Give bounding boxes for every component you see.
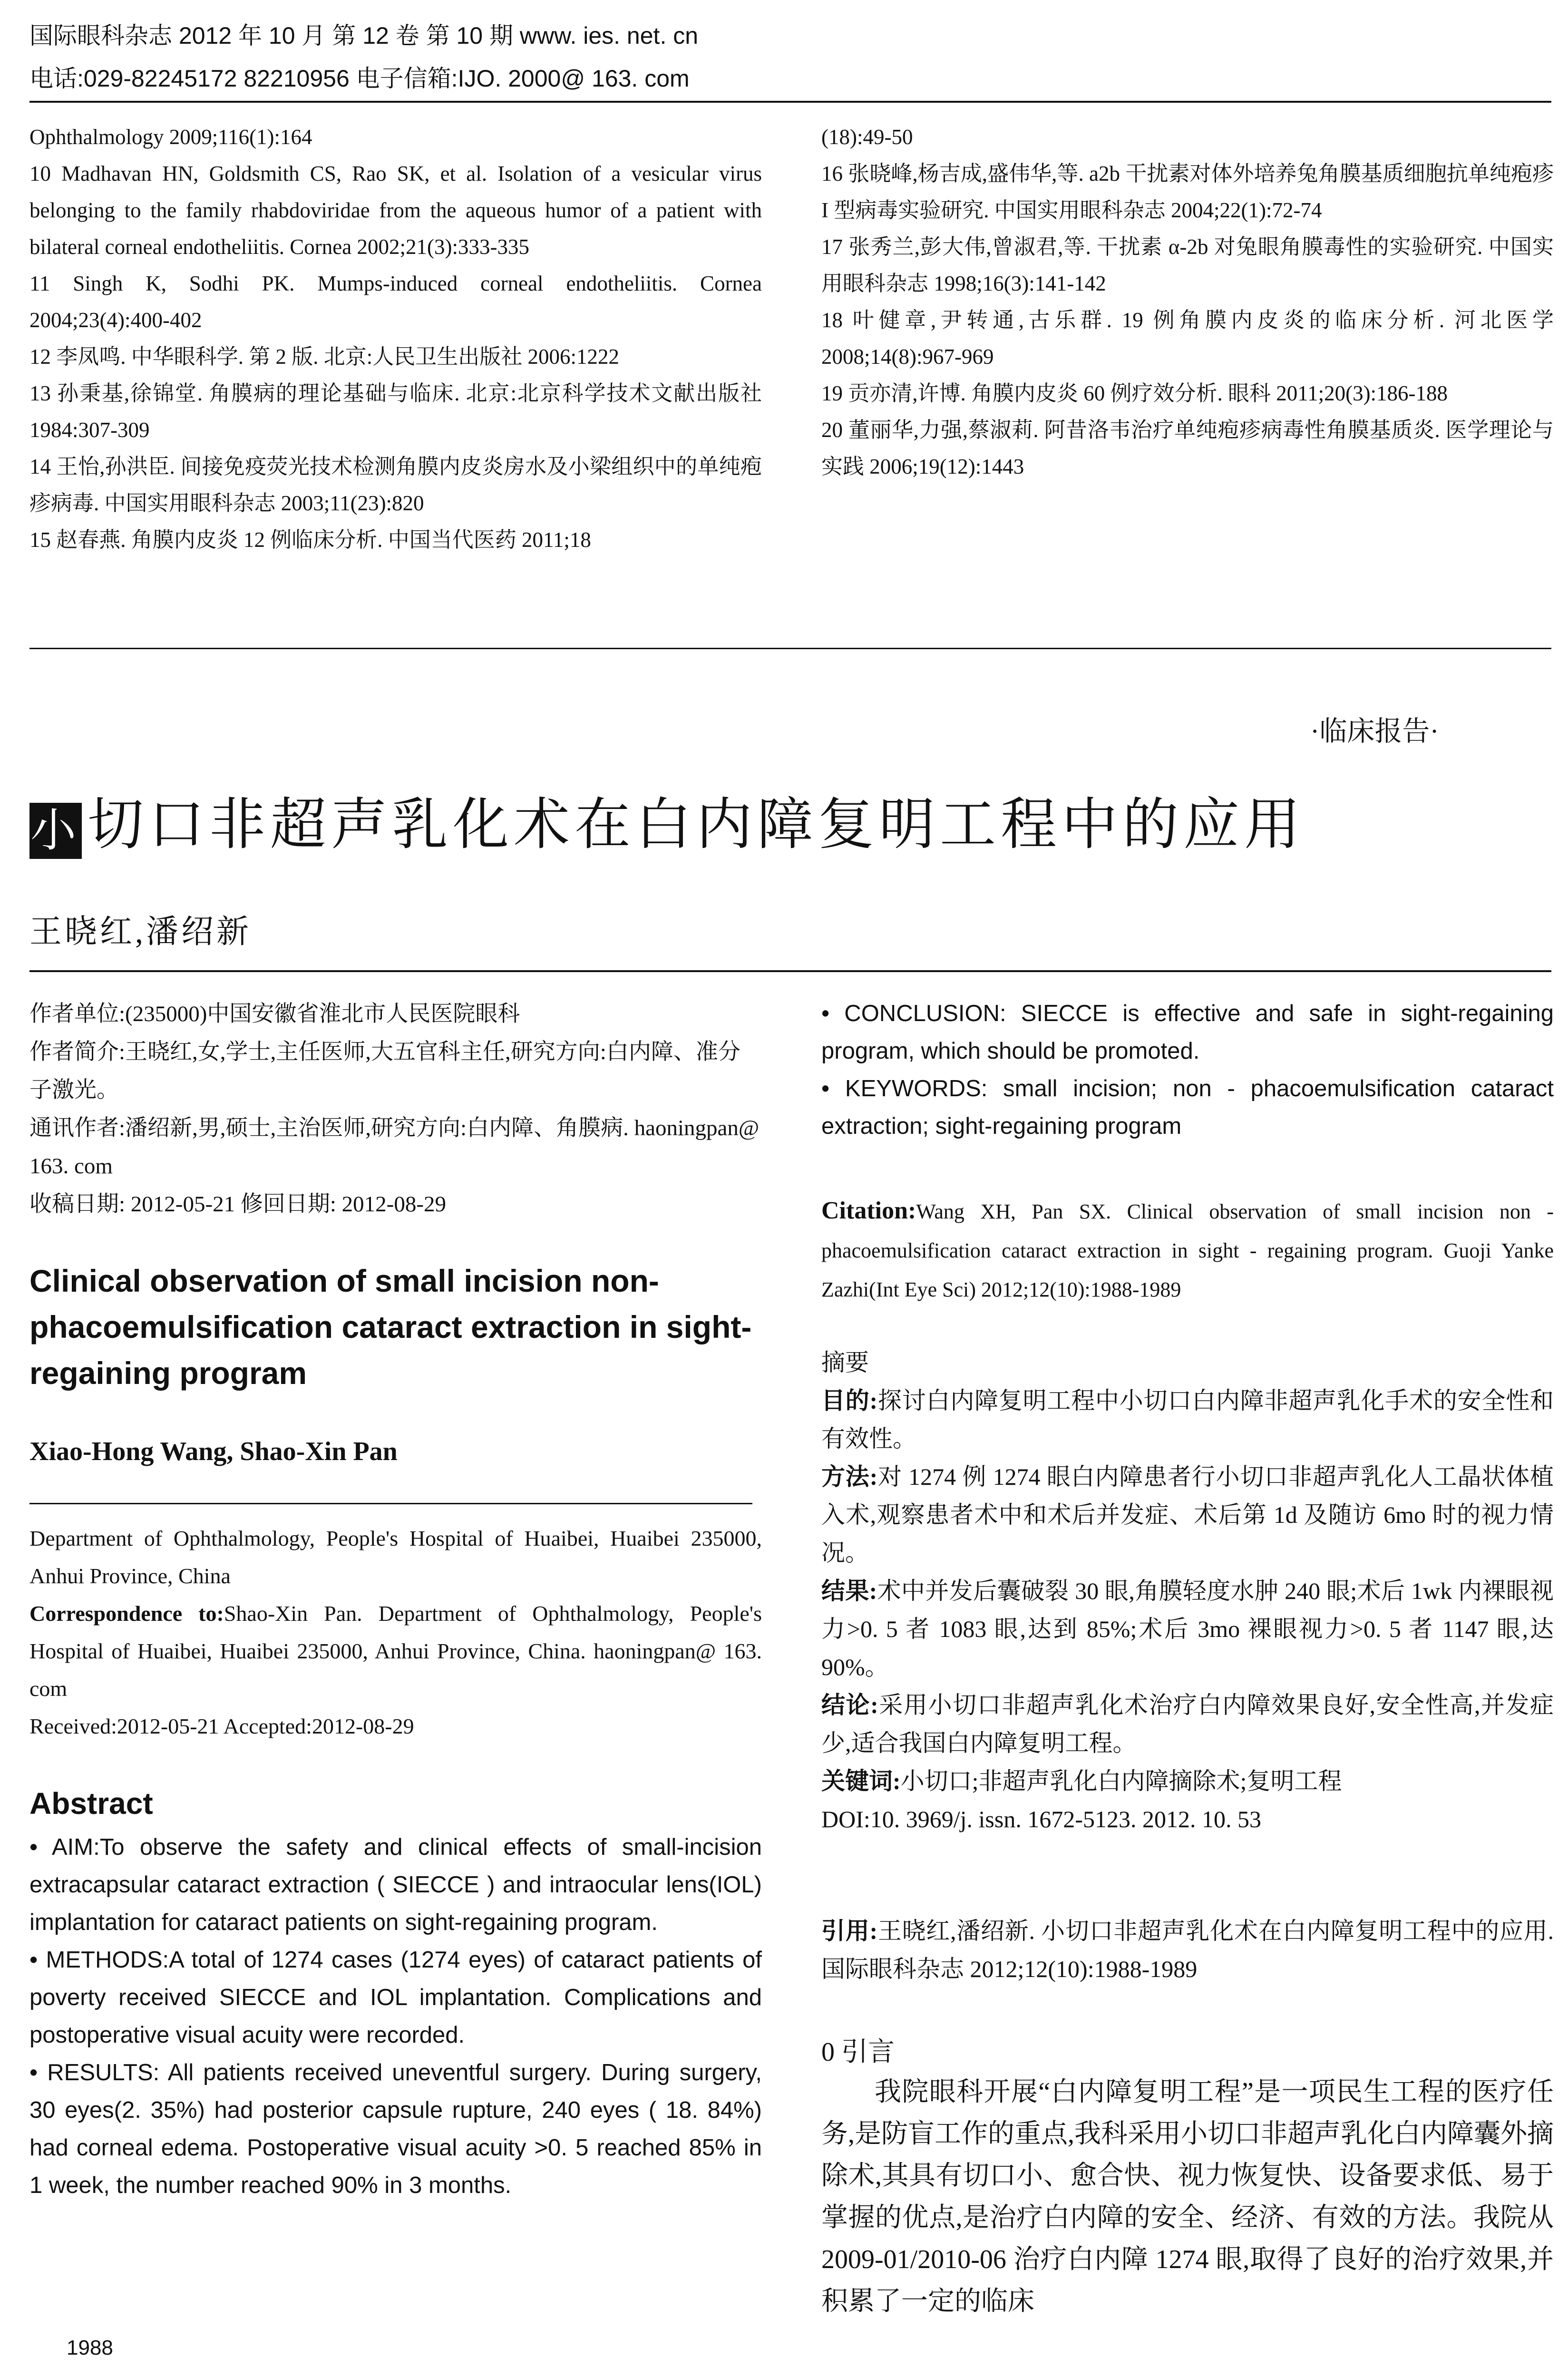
abstract-methods: • METHODS:A total of 1274 cases (1274 eyes) of cataract patients of poverty received SIECCE and IOL implantation. Complications and postoperative visual acuity were recorded.	[29, 1947, 762, 2048]
reference-item: 18 叶健章,尹转通,古乐群. 19 例角膜内皮炎的临床分析. 河北医学 2008;14(8):967-969	[821, 308, 1554, 369]
abstract-body-en	[29, 1829, 762, 2204]
reference-item: 16 张晓峰,杨吉成,盛伟华,等. a2b 干扰素对体外培养兔角膜基质细胞抗单纯疱疹 I 型病毒实验研究. 中国实用眼科杂志 2004;22(1):72-74	[821, 162, 1554, 222]
references-left-column	[29, 119, 762, 558]
citation-text-zh: 王晓红,潘绍新. 小切口非超声乳化术在白内障复明工程中的应用. 国际眼科杂志 2012;12(10):1988-1989	[821, 1918, 1554, 1982]
reference-item: 13 孙秉基,徐锦堂. 角膜病的理论基础与临床. 北京:北京科学技术文献出版社 1984:307-309	[29, 381, 762, 442]
abstract-aim: • AIM:To observe the safety and clinical effects of small-incision extracapsular cataract extraction ( SIECCE ) and intraocular lens(IOL) implantation for cataract patients on sight-regaining program.	[29, 1834, 762, 1935]
references-end-rule	[29, 648, 1551, 649]
abstract-conclusion: • CONCLUSION: SIECCE is effective and safe in sight-regaining program, which should be promoted.	[821, 1001, 1554, 1064]
methods-label-zh: 方法:	[821, 1463, 878, 1490]
citation-block-zh	[821, 1912, 1554, 1988]
aim-text-zh: 探讨白内障复明工程中小切口白内障非超声乳化手术的安全性和有效性。	[821, 1387, 1554, 1452]
reference-item: 12 李凤鸣. 中华眼科学. 第 2 版. 北京:人民卫生出版社 2006:1222	[29, 345, 620, 369]
department-en: Department of Ophthalmology, People's Hospital of Huaibei, Huaibei 235000, Anhui Province, China	[29, 1526, 762, 1588]
title-block-rule	[29, 970, 1551, 972]
reference-item: (18):49-50	[821, 125, 913, 149]
citation-label-zh: 引用:	[821, 1918, 878, 1944]
citation-block-en	[821, 1191, 1554, 1309]
reference-item: 17 张秀兰,彭大伟,曾淑君,等. 干扰素 α-2b 对兔眼角膜毒性的实验研究. 中国实用眼科杂志 1998;16(3):141-142	[821, 235, 1554, 295]
abstract-zh-results	[821, 1572, 1554, 1686]
abstract-results: • RESULTS: All patients received uneventful surgery. During surgery, 30 eyes(2. 35%) had posterior capsule rupture, 240 eyes ( 18. 84%) had corneal edema. Postoperative visual acuity >0. 5 reached 85% in 1 week, the number reached 90% in 3 months.	[29, 2060, 762, 2198]
running-header-journal-info: 国际眼科杂志 2012 年 10 月 第 12 卷 第 10 期 www. ies. net. cn	[29, 22, 699, 49]
affiliation-block	[29, 995, 762, 1223]
reference-item: Ophthalmology 2009;116(1):164	[29, 125, 312, 149]
abstract-zh	[821, 1344, 1554, 1838]
conclusion-text-zh: 采用小切口非超声乳化术治疗白内障效果良好,安全性高,并发症少,适合我国白内障复明工程。	[821, 1692, 1554, 1756]
results-label-zh: 结果:	[821, 1578, 877, 1604]
abstract-heading: Abstract	[29, 1786, 153, 1821]
page-number: 1988	[67, 2336, 113, 2359]
methods-text-zh: 对 1274 例 1274 眼白内障患者行小切口非超声乳化人工晶状体植入术,观察患者术中和术后并发症、术后第 1d 及随访 6mo 时的视力情况。	[821, 1463, 1554, 1566]
reference-item: 20 董丽华,力强,蔡淑莉. 阿昔洛韦治疗单纯疱疹病毒性角膜基质炎. 医学理论与实践 2006;19(12):1443	[821, 418, 1554, 478]
intro-paragraph: 我院眼科开展“白内障复明工程”是一项民生工程的医疗任务,是防盲工作的重点,我科采用小切口非超声乳化白内障囊外摘除术,其具有切口小、愈合快、视力恢复快、设备要求低、易于掌握的优点,是治疗白内障的安全、经济、有效的方法。我院从 2009-01/2010-06 治疗白内障 1274 眼,取得了良好的治疗效果,并积累了一定的临床	[821, 2077, 1554, 2316]
running-header-contact: 电话:029-82245172 82210956 电子信箱:IJO. 2000@ 163. com	[29, 65, 690, 92]
section-tag: ·临床报告·	[1310, 716, 1439, 747]
results-text-zh: 术中并发后囊破裂 30 眼,角膜轻度水肿 240 眼;术后 1wk 内裸眼视力>0. 5 者 1083 眼,达到 85%;术后 3mo 裸眼视力>0. 5 者 1147 眼,达 90%。	[821, 1578, 1554, 1680]
abstract-zh-keywords	[821, 1762, 1554, 1800]
authors-en: Xiao-Hong Wang, Shao-Xin Pan	[29, 1437, 398, 1466]
correspondence-label: Correspondence to:	[29, 1601, 224, 1626]
department-block	[29, 1520, 762, 1745]
correspondence-en	[29, 1595, 762, 1707]
citation-text: Wang XH, Pan SX. Clinical observation of small incision non - phacoemulsification cataract extraction in sight - regaining program. Guoji Yanke Zazhi(Int Eye Sci) 2012;12(10):1988-1989	[821, 1200, 1554, 1301]
correspondence-text: Shao-Xin Pan. Department of Ophthalmology, People's Hospital of Huaibei, Huaibei 235000, Anhui Province, China. haoningpan@ 163. com	[29, 1601, 762, 1701]
reference-item: 14 王怡,孙洪臣. 间接免疫荧光技术检测角膜内皮炎房水及小梁组织中的单纯疱疹病毒. 中国实用眼科杂志 2003;11(23):820	[29, 455, 762, 515]
intro-heading: 0 引言	[821, 2037, 895, 2067]
author-unit: 作者单位:(235000)中国安徽省淮北市人民医院眼科	[29, 1002, 520, 1026]
intro-body	[821, 2071, 1554, 2322]
abstract-zh-heading: 摘要	[821, 1349, 869, 1376]
reference-item: 19 贡亦清,许博. 角膜内皮炎 60 例疗效分析. 眼科 2011;20(3):186-188	[821, 381, 1448, 405]
doi: DOI:10. 3969/j. issn. 1672-5123. 2012. 10. 53	[821, 1806, 1261, 1832]
reference-item: 10 Madhavan HN, Goldsmith CS, Rao SK, et al. Isolation of a vesicular virus belonging to the family rhabdoviridae from the aqueous humor of a patient with bilateral corneal endotheliitis. Cornea 2002;21(3):333-335	[29, 162, 762, 259]
abstract-keywords: • KEYWORDS: small incision; non - phacoemulsification cataract extraction; sight-regaining program	[821, 1076, 1554, 1139]
aim-label-zh: 目的:	[821, 1387, 878, 1414]
keywords-text-zh: 小切口;非超声乳化白内障摘除术;复明工程	[900, 1768, 1342, 1794]
corresponding-author: 通讯作者:潘绍新,男,硕士,主治医师,研究方向:白内障、角膜病. haoningpan@ 163. com	[29, 1116, 760, 1179]
abstract-zh-aim	[821, 1382, 1554, 1458]
citation-label: Citation:	[821, 1197, 916, 1224]
references-right-column	[821, 119, 1554, 485]
authors-zh: 王晓红,潘绍新	[29, 914, 252, 950]
abstract-zh-conclusion	[821, 1686, 1554, 1762]
received-accepted: Received:2012-05-21 Accepted:2012-08-29	[29, 1714, 414, 1738]
dates-line: 收稿日期: 2012-05-21 修回日期: 2012-08-29	[29, 1192, 446, 1217]
reference-item: 15 赵春燕. 角膜内皮炎 12 例临床分析. 中国当代医药 2011;18	[29, 528, 591, 552]
article-title-zh	[29, 794, 1305, 859]
title-first-char-box: 小	[29, 803, 82, 859]
title-rest: 切口非超声乳化术在白内障复明工程中的应用	[88, 794, 1305, 856]
author-bio: 作者简介:王晓红,女,学士,主任医师,大五官科主任,研究方向:白内障、准分子激光。	[29, 1040, 740, 1102]
header-rule	[29, 101, 1551, 103]
reference-item: 11 Singh K, Sodhi PK. Mumps-induced corneal endotheliitis. Cornea 2004;23(4):400-402	[29, 272, 762, 332]
article-title-en: Clinical observation of small incision non-phacoemulsification cataract extraction in sight-regaining program	[29, 1263, 752, 1391]
abstract-body-en-continued	[821, 995, 1554, 1145]
abstract-zh-methods	[821, 1458, 1554, 1572]
conclusion-label-zh: 结论:	[821, 1692, 878, 1718]
authors-en-rule	[29, 1503, 752, 1504]
keywords-label-zh: 关键词:	[821, 1768, 901, 1794]
